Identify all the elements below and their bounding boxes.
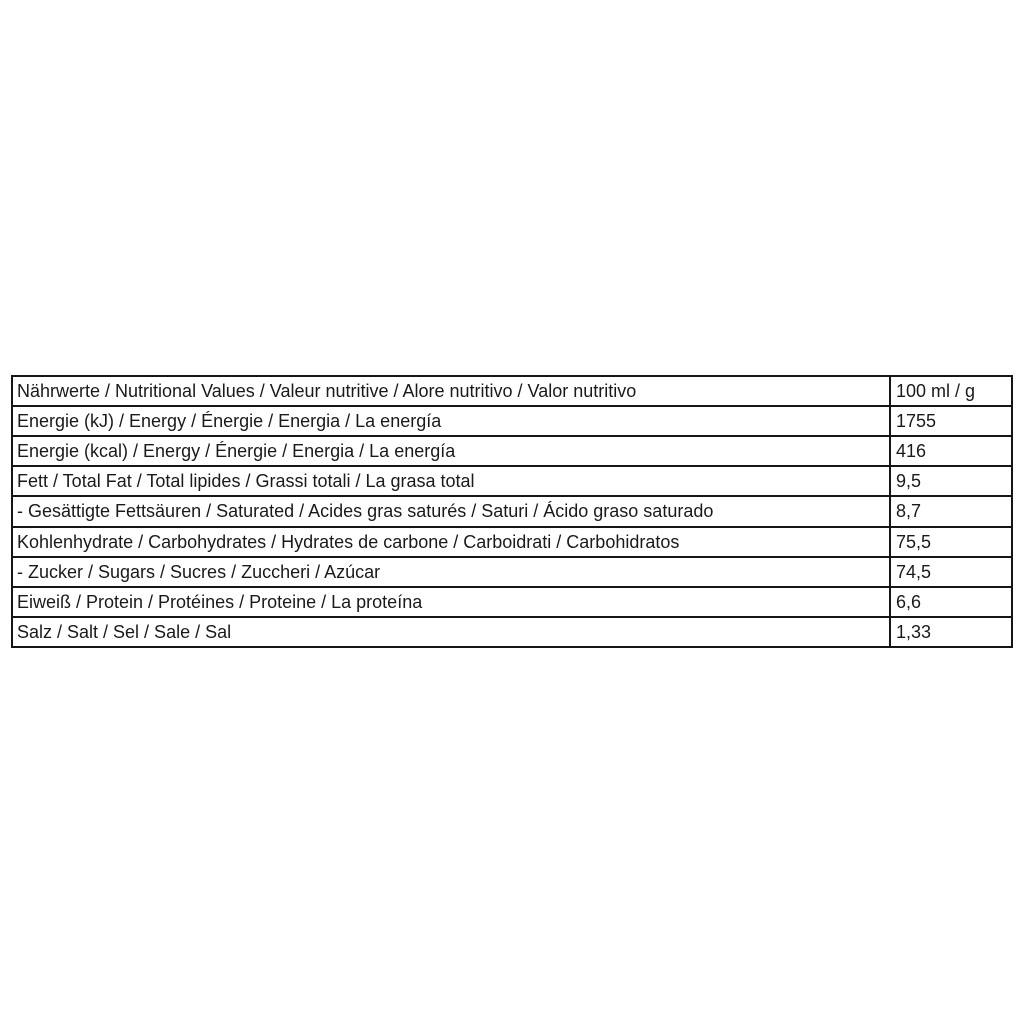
table-row xyxy=(13,528,1011,558)
row-value: 1,33 xyxy=(896,621,932,642)
row-value: 1755 xyxy=(896,411,937,432)
table-row xyxy=(13,588,1011,618)
row-label: Energie (kcal) / Energy / Énergie / Energia / La energía xyxy=(13,437,891,465)
row-label: Kohlenhydrate / Carbohydrates / Hydrates de carbone / Carboidrati / Carbohidratos xyxy=(13,528,891,556)
row-value: 416 xyxy=(896,441,927,462)
table-row xyxy=(13,407,1011,437)
row-value: 8,7 xyxy=(896,501,922,522)
nutrition-table xyxy=(11,375,1013,648)
row-value: 100 ml / g xyxy=(896,381,976,402)
row-value: 74,5 xyxy=(896,561,932,582)
row-label: Energie (kJ) / Energy / Énergie / Energia / La energía xyxy=(13,407,891,435)
table-row xyxy=(13,558,1011,588)
table-header-row xyxy=(13,377,1011,407)
row-label: Salz / Salt / Sel / Sale / Sal xyxy=(13,618,891,646)
row-label: Fett / Total Fat / Total lipides / Grassi totali / La grasa total xyxy=(13,467,891,495)
table-row xyxy=(13,497,1011,527)
row-label: - Gesättigte Fettsäuren / Saturated / Acides gras saturés / Saturi / Ácido graso saturado xyxy=(13,497,891,525)
row-label: Nährwerte / Nutritional Values / Valeur nutritive / Alore nutritivo / Valor nutritivo xyxy=(13,377,891,405)
row-label: Eiweiß / Protein / Protéines / Proteine / La proteína xyxy=(13,588,891,616)
row-value: 6,6 xyxy=(896,591,922,612)
row-value: 9,5 xyxy=(896,471,922,492)
row-value: 75,5 xyxy=(896,531,932,552)
row-label: - Zucker / Sugars / Sucres / Zuccheri / Azúcar xyxy=(13,558,891,586)
table-row xyxy=(13,618,1011,646)
table-row xyxy=(13,467,1011,497)
table-row xyxy=(13,437,1011,467)
